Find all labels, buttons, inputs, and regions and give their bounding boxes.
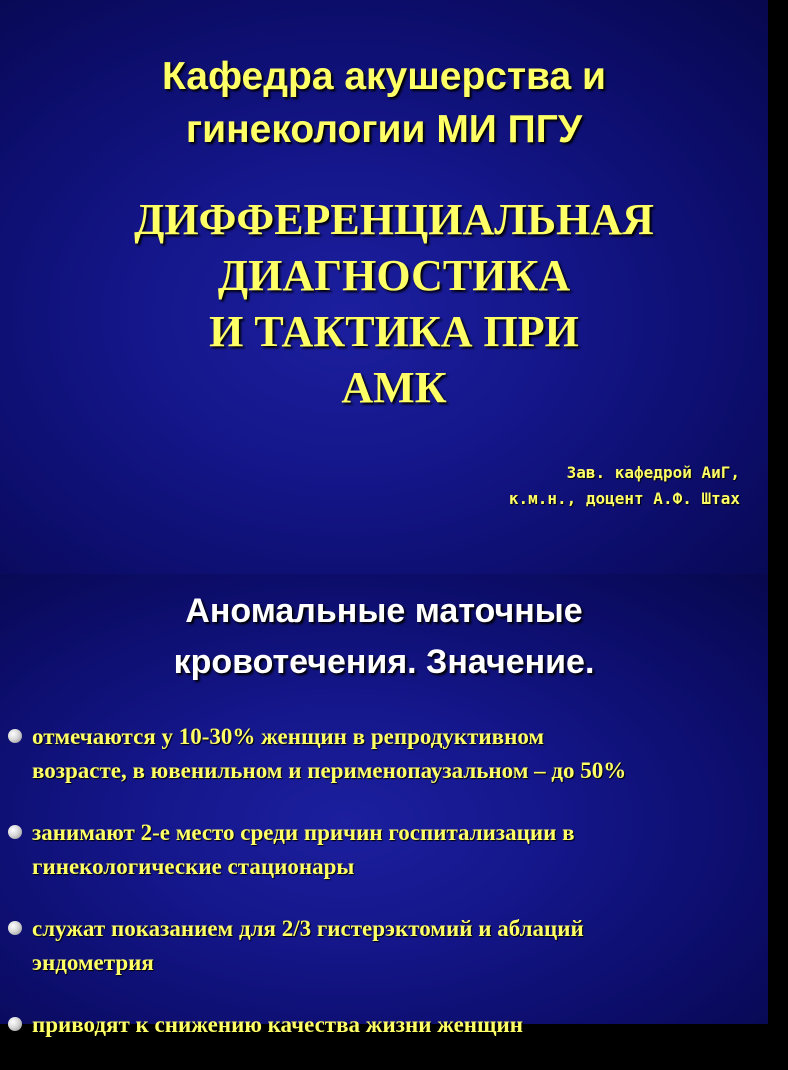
department-line: Кафедра акушерства и [161, 55, 607, 98]
title-line: И ТАКТИКА ПРИ [209, 307, 579, 356]
bullet-dot-icon [8, 729, 22, 743]
bullet-line: возрасте, в ювенильном и перименопаузальном – до 50% [32, 758, 627, 783]
author-line: Зав. кафедрой АиГ, [566, 463, 740, 482]
bullet-line: эндометрия [32, 950, 154, 975]
bullet-dot-icon [8, 825, 22, 839]
department-line: гинекологии МИ ПГУ [185, 108, 583, 151]
bullet-line: приводят к снижению качества жизни женщин [32, 1012, 523, 1037]
bullet-item [8, 720, 763, 788]
bullet-item [8, 1008, 763, 1042]
author-block [509, 460, 740, 512]
presentation-title [0, 192, 788, 416]
title-line: АМК [341, 363, 447, 412]
heading-line: Аномальные маточные [185, 592, 583, 630]
heading-line: кровотечения. Значение. [173, 643, 595, 681]
title-line: ДИФФЕРЕНЦИАЛЬНАЯ [134, 195, 654, 244]
bullet-item [8, 816, 763, 884]
bullet-list [8, 720, 763, 1070]
department-heading [0, 50, 768, 156]
slide-heading [0, 586, 768, 688]
slide-significance [0, 574, 768, 1037]
bullet-dot-icon [8, 921, 22, 935]
title-line: ДИАГНОСТИКА [217, 251, 571, 300]
bullet-line: гинекологические стационары [32, 854, 355, 879]
author-line: к.м.н., доцент А.Ф. Штах [508, 489, 740, 508]
bullet-line: занимают 2-е место среди причин госпитализации в [32, 820, 575, 845]
bullet-line: отмечаются у 10-30% женщин в репродуктивном [32, 724, 545, 749]
bullet-dot-icon [8, 1017, 22, 1031]
bullet-line: служат показанием для 2/3 гистерэктомий и аблаций [32, 916, 584, 941]
bullet-item [8, 912, 763, 980]
